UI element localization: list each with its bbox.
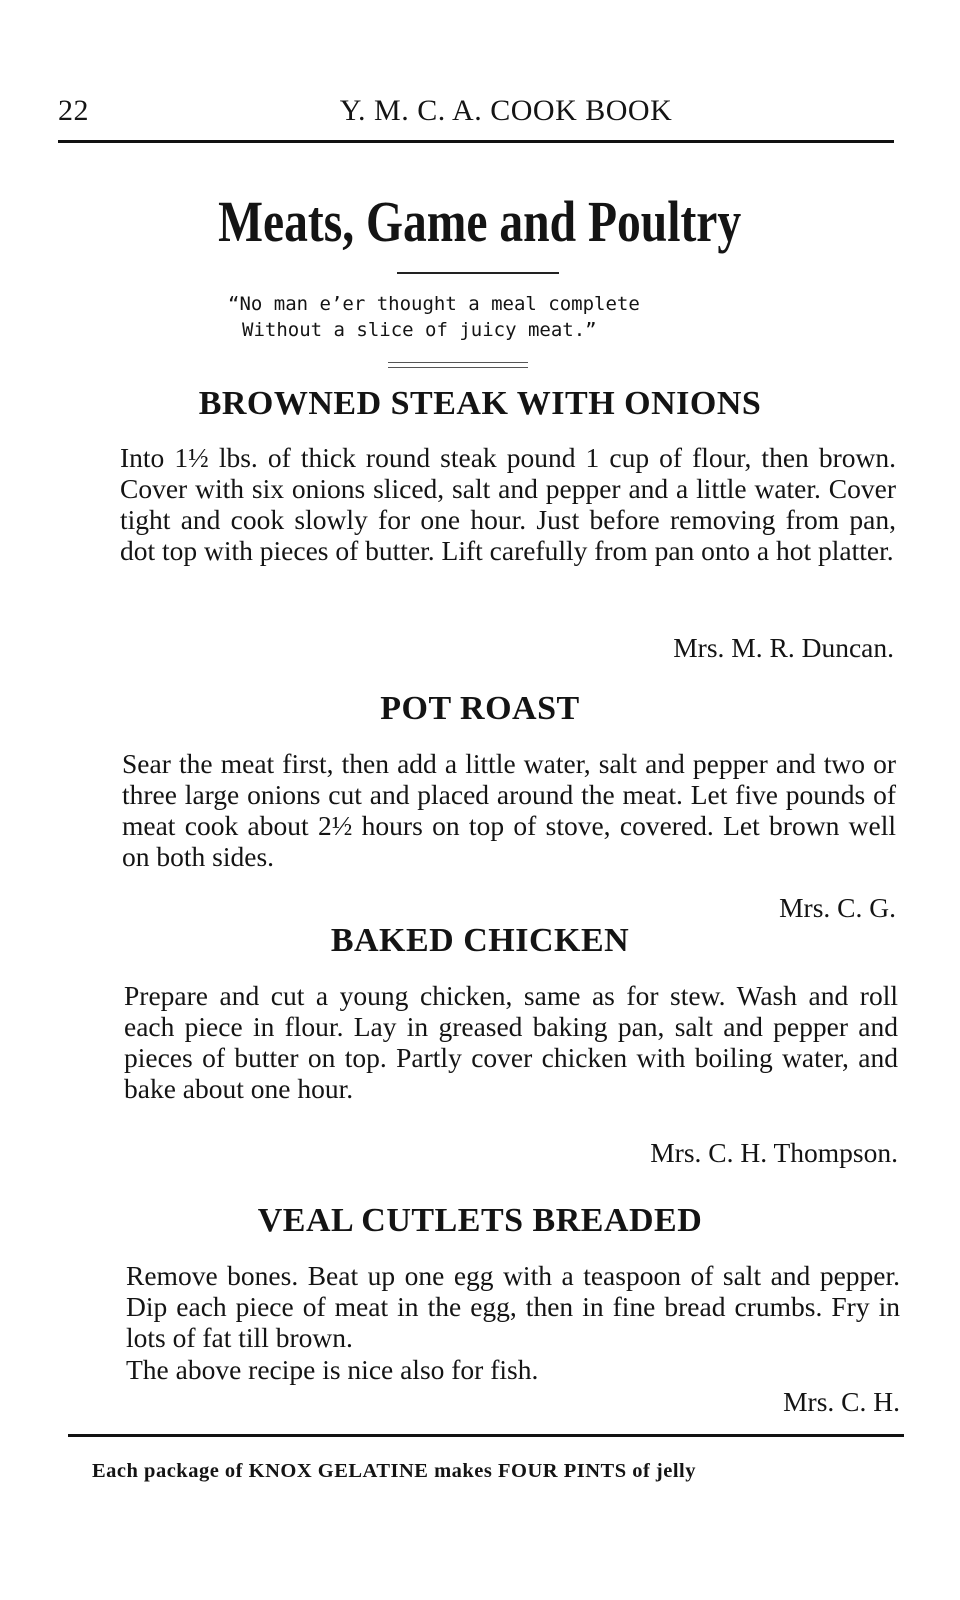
recipe-title: POT ROAST bbox=[380, 690, 580, 727]
page-header bbox=[58, 94, 894, 134]
epigraph-line: Without a slice of juicy meat.” bbox=[242, 319, 597, 341]
recipe-credit: Mrs. M. R. Duncan. bbox=[673, 632, 894, 663]
footer-rule bbox=[68, 1434, 904, 1437]
recipe-title: BAKED CHICKEN bbox=[330, 922, 630, 959]
epigraph bbox=[228, 291, 748, 343]
recipe-credit: Mrs. C. G. bbox=[779, 892, 896, 923]
recipe-body: Prepare and cut a young chicken, same as for stew. Wash and roll each piece in flour. Lay in greased baking pan, salt and pepper and pieces of butter on top. Partly cover chicken with boiling water, and bake about one hour. bbox=[124, 980, 898, 1104]
recipe-credit: Mrs. C. H. Thompson. bbox=[650, 1137, 898, 1168]
recipe-body: Into 1½ lbs. of thick round steak pound 1 cup of flour, then brown. Cover with six onions sliced, salt and pepper and a little water. Cover tight and cook slowly for one hour. Just before removing from pan, dot top with pieces of butter. Lift carefully from pan onto a hot platter. bbox=[120, 442, 896, 566]
header-rule bbox=[58, 140, 894, 143]
recipe-title: BROWNED STEAK WITH ONIONS bbox=[198, 385, 762, 422]
recipe-body: Remove bones. Beat up one egg with a teaspoon of salt and pepper. Dip each piece of meat in the egg, then in fine bread crumbs. Fry in lots of fat till brown. bbox=[126, 1260, 900, 1353]
running-head: Y. M. C. A. COOK BOOK bbox=[339, 94, 673, 127]
epigraph-line: “No man e’er thought a meal complete bbox=[228, 293, 640, 315]
page-number: 22 bbox=[58, 94, 89, 127]
recipe-note: The above recipe is nice also for fish. bbox=[126, 1354, 539, 1385]
epigraph-rule bbox=[388, 362, 528, 368]
footer-advertisement: Each package of KNOX GELATINE makes FOUR PINTS of jelly bbox=[92, 1460, 696, 1482]
recipe-body: Sear the meat first, then add a little water, salt and pepper and two or three large onions cut and placed around the meat. Let five pounds of meat cook about 2½ hours on top of stove, covered. Let brown well on both sides. bbox=[122, 748, 896, 872]
recipe-title: VEAL CUTLETS BREADED bbox=[257, 1202, 703, 1239]
chapter-title: Meats, Game and Poultry bbox=[218, 189, 742, 254]
title-rule bbox=[397, 272, 559, 274]
recipe-credit: Mrs. C. H. bbox=[783, 1386, 900, 1417]
